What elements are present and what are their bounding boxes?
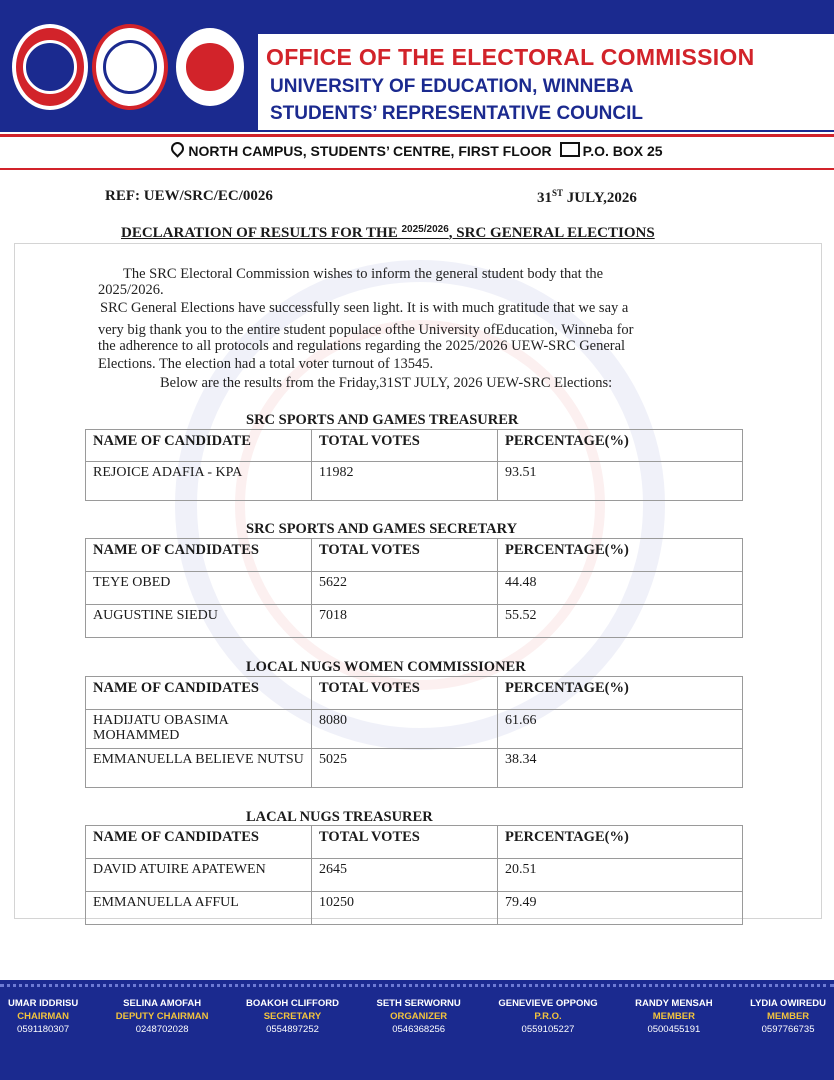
table-row <box>86 572 743 605</box>
table-header-row <box>86 826 743 859</box>
table-row <box>86 859 743 892</box>
candidate-name: AUGUSTINE SIEDU <box>86 605 312 638</box>
candidate-name: TEYE OBED <box>86 572 312 605</box>
office-title: OFFICE OF THE ELECTORAL COMMISSION <box>266 44 755 70</box>
document-date: 31ST JULY,2026 <box>537 188 637 206</box>
header-votes: TOTAL VOTES <box>312 677 498 710</box>
candidate-percentage: 20.51 <box>498 859 743 892</box>
candidate-votes: 8080 <box>312 710 498 749</box>
member-card: RANDY MENSAH MEMBER 0500455191 <box>635 998 713 1035</box>
body-line-1: The SRC Electoral Commission wishes to inform the general student body that the <box>123 266 604 282</box>
candidate-votes: 5622 <box>312 572 498 605</box>
table-row <box>86 462 743 501</box>
table-row <box>86 605 743 638</box>
header-candidate: NAME OF CANDIDATES <box>86 826 312 859</box>
mail-icon <box>560 142 580 157</box>
results-table-women-commissioner <box>85 676 743 788</box>
address-text: NORTH CAMPUS, STUDENTS’ CENTRE, FIRST FLOOR <box>188 143 552 159</box>
member-card: BOAKOH CLIFFORD SECRETARY 0554897252 <box>246 998 339 1035</box>
results-table-sports-secretary <box>85 538 743 638</box>
header-votes: TOTAL VOTES <box>312 826 498 859</box>
member-card: GENEVIEVE OPPONG P.R.O. 0559105227 <box>498 998 598 1035</box>
body-line-6: Elections. The election had a total voter turnout of 13545. <box>98 356 434 372</box>
member-card: SETH SERWORNU ORGANIZER 0546368256 <box>376 998 461 1035</box>
candidate-votes: 7018 <box>312 605 498 638</box>
header-percentage: PERCENTAGE(%) <box>498 826 743 859</box>
header-votes: TOTAL VOTES <box>312 430 498 462</box>
section-title-sports-treasurer: SRC SPORTS AND GAMES TREASURER <box>246 412 519 428</box>
results-table-nugs-treasurer <box>85 825 743 925</box>
university-seal-logo <box>12 24 88 110</box>
candidate-percentage: 55.52 <box>498 605 743 638</box>
body-line-7: Below are the results from the Friday,31ST JULY, 2026 UEW-SRC Elections: <box>160 375 613 391</box>
candidate-name: EMMANUELLA BELIEVE NUTSU <box>86 749 312 788</box>
header-percentage: PERCENTAGE(%) <box>498 677 743 710</box>
council-name: STUDENTS’ REPRESENTATIVE COUNCIL <box>270 103 643 124</box>
body-line-3: SRC General Elections have successfully seen light. It is with much gratitude that we say a <box>100 300 629 316</box>
header-candidate: NAME OF CANDIDATES <box>86 677 312 710</box>
table-header-row <box>86 539 743 572</box>
candidate-votes: 10250 <box>312 892 498 925</box>
candidate-percentage: 61.66 <box>498 710 743 749</box>
logo-group <box>12 18 248 116</box>
candidate-name: EMMANUELLA AFFUL <box>86 892 312 925</box>
candidate-votes: 5025 <box>312 749 498 788</box>
body-line-4: very big thank you to the entire student populace ofthe University ofEducation, Winneba for <box>98 322 634 338</box>
header-percentage: PERCENTAGE(%) <box>498 430 743 462</box>
candidate-percentage: 79.49 <box>498 892 743 925</box>
results-table-sports-treasurer <box>85 429 743 501</box>
declaration-heading: DECLARATION OF RESULTS FOR THE $^{2025/2026}$, SRC GENERAL ELECTIONS <box>121 224 655 241</box>
candidate-name: HADIJATU OBASIMA MOHAMMED <box>86 710 312 749</box>
table-header-row <box>86 677 743 710</box>
commission-members <box>8 997 826 1036</box>
section-title-sports-secretary: SRC SPORTS AND GAMES SECRETARY <box>246 521 518 537</box>
body-line-2: 2025/2026. <box>98 282 164 298</box>
candidate-percentage: 44.48 <box>498 572 743 605</box>
footer-dotted-rule <box>0 984 834 991</box>
src-seal-logo <box>92 24 168 110</box>
section-title-women-commissioner: LOCAL NUGS WOMEN COMMISSIONER <box>246 659 526 675</box>
table-row <box>86 710 743 749</box>
body-line-5: the adherence to all protocols and regulations regarding the 2025/2026 UEW-SRC General <box>98 338 626 354</box>
header-candidate: NAME OF CANDIDATES <box>86 539 312 572</box>
electoral-commission-seal-logo <box>172 24 248 110</box>
candidate-votes: 11982 <box>312 462 498 501</box>
table-header-row <box>86 430 743 462</box>
table-row <box>86 892 743 925</box>
candidate-percentage: 93.51 <box>498 462 743 501</box>
pobox-text: P.O. BOX 25 <box>582 143 663 159</box>
candidate-percentage: 38.34 <box>498 749 743 788</box>
section-title-nugs-treasurer: LACAL NUGS TREASURER <box>246 809 433 825</box>
university-name: UNIVERSITY OF EDUCATION, WINNEBA <box>270 76 634 97</box>
member-card: UMAR IDDRISU CHAIRMAN 0591180307 <box>8 998 79 1035</box>
header-percentage: PERCENTAGE(%) <box>498 539 743 572</box>
header-candidate: NAME OF CANDIDATE <box>86 430 312 462</box>
member-card: SELINA AMOFAH DEPUTY CHAIRMAN 0248702028 <box>115 998 209 1035</box>
location-pin-icon <box>169 139 187 157</box>
candidate-name: DAVID ATUIRE APATEWEN <box>86 859 312 892</box>
member-card: LYDIA OWIREDU MEMBER 0597766735 <box>750 998 826 1035</box>
address-bar <box>0 142 834 168</box>
candidate-name: REJOICE ADAFIA - KPA <box>86 462 312 501</box>
address-red-rule <box>0 168 834 170</box>
candidate-votes: 2645 <box>312 859 498 892</box>
reference-number: REF: UEW/SRC/EC/0026 <box>105 188 273 204</box>
letterhead <box>0 0 834 140</box>
letterhead-red-rule <box>0 134 834 137</box>
header-votes: TOTAL VOTES <box>312 539 498 572</box>
table-row <box>86 749 743 788</box>
